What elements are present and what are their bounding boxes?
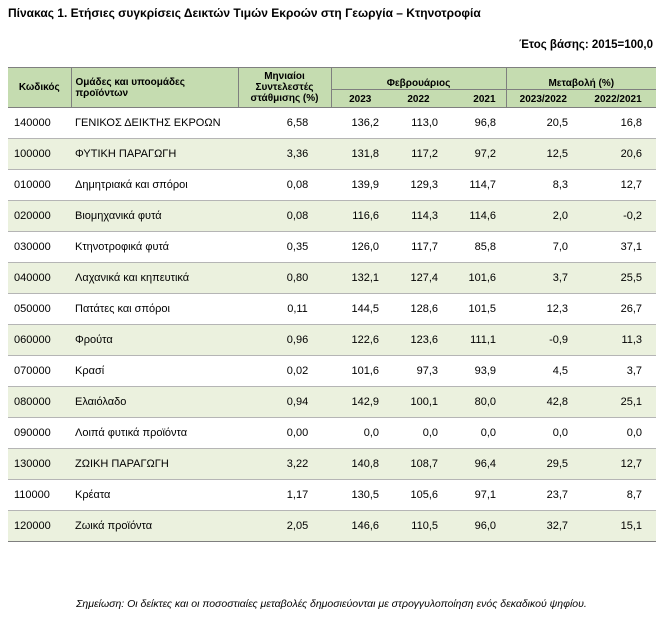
- row-weight: 0,80: [238, 263, 331, 294]
- table-row: [8, 511, 656, 542]
- row-change-2022-2021: 20,6: [580, 139, 656, 170]
- row-code: 110000: [14, 489, 50, 501]
- row-code: 010000: [14, 179, 51, 191]
- row-code: 100000: [8, 139, 71, 170]
- row-code: 050000: [14, 303, 51, 315]
- row-change-2023-2022: -0,9: [506, 325, 580, 356]
- row-change-2023-2022: 32,7: [506, 511, 580, 542]
- table-row: [8, 108, 656, 139]
- row-weight: 0,94: [238, 387, 331, 418]
- row-value-2021: 114,6: [448, 201, 506, 232]
- table-title: Πίνακας 1. Ετήσιες συγκρίσεις Δεικτών Τιμών Εκροών στη Γεωργία – Κτηνοτροφία: [8, 6, 481, 20]
- row-code: 080000: [8, 387, 71, 418]
- table-body: [8, 108, 656, 542]
- row-weight: 0,11: [287, 303, 308, 315]
- row-value-2023: 0,0: [363, 427, 379, 439]
- row-name: Φρούτα: [71, 325, 238, 356]
- row-value-2021: 114,7: [469, 179, 497, 191]
- row-value-2021: 96,0: [448, 511, 506, 542]
- row-weight: 0,00: [286, 427, 309, 439]
- row-change-2023-2022: 42,8: [506, 387, 580, 418]
- table-row: [8, 418, 656, 449]
- table-header: [8, 68, 656, 108]
- row-change-2022-2021: 0,0: [626, 427, 643, 439]
- row-change-2023-2022: 12,5: [506, 139, 580, 170]
- row-weight: 3,22: [238, 449, 331, 480]
- row-change-2022-2021: 26,7: [620, 303, 643, 315]
- row-change-2022-2021: 25,5: [580, 263, 656, 294]
- row-change-2023-2022: 2,0: [506, 201, 580, 232]
- row-code: 020000: [8, 201, 71, 232]
- row-name: Κτηνοτροφικά φυτά: [75, 241, 170, 253]
- row-value-2023: 122,6: [331, 325, 389, 356]
- row-value-2022: 105,6: [410, 489, 438, 501]
- row-change-2023-2022: 3,7: [506, 263, 580, 294]
- row-change-2023-2022: 29,5: [506, 449, 580, 480]
- row-value-2023: 142,9: [331, 387, 389, 418]
- row-value-2023: 140,8: [331, 449, 389, 480]
- row-value-2021: 85,8: [474, 241, 497, 253]
- row-code: 090000: [14, 427, 51, 439]
- row-change-2022-2021: 12,7: [620, 179, 643, 191]
- table-row: [8, 387, 656, 418]
- row-value-2022: 127,4: [389, 263, 448, 294]
- row-code: 060000: [8, 325, 71, 356]
- row-value-2022: 97,3: [416, 365, 438, 377]
- row-value-2023: 136,2: [351, 117, 379, 129]
- table-row: [8, 139, 656, 170]
- row-value-2021: 111,1: [448, 325, 506, 356]
- row-value-2021: 97,2: [448, 139, 506, 170]
- row-weight: 2,05: [238, 511, 331, 542]
- header-change-2022-2021: 2022/2021: [580, 90, 656, 108]
- row-code: 130000: [8, 449, 71, 480]
- row-value-2023: 144,5: [351, 303, 379, 315]
- row-weight: 6,58: [286, 117, 309, 129]
- row-value-2022: 117,7: [411, 241, 438, 253]
- row-name: Λοιπά φυτικά προϊόντα: [75, 427, 188, 439]
- row-code: 070000: [14, 365, 51, 377]
- row-value-2021: 0,0: [480, 427, 497, 439]
- header-change-2023-2022: 2023/2022: [506, 90, 580, 108]
- row-change-2023-2022: 12,3: [546, 303, 569, 315]
- row-name: Λαχανικά και κηπευτικά: [71, 263, 238, 294]
- row-change-2022-2021: 16,8: [620, 117, 643, 129]
- row-weight: 0,08: [286, 179, 309, 191]
- row-change-2023-2022: 7,0: [552, 241, 569, 253]
- row-name: Βιομηχανικά φυτά: [71, 201, 238, 232]
- row-name: Κρασί: [75, 365, 105, 377]
- header-year-2021: 2021: [448, 90, 506, 108]
- row-name: ΦΥΤΙΚΗ ΠΑΡΑΓΩΓΗ: [71, 139, 238, 170]
- row-value-2023: 130,5: [351, 489, 379, 501]
- row-weight: 0,08: [238, 201, 331, 232]
- header-year-2022: 2022: [389, 90, 448, 108]
- row-value-2022: 110,5: [389, 511, 448, 542]
- row-value-2021: 97,1: [474, 489, 497, 501]
- row-change-2023-2022: 8,3: [552, 179, 569, 191]
- row-value-2023: 131,8: [331, 139, 389, 170]
- base-year-label: Έτος βάσης: 2015=100,0: [519, 39, 653, 51]
- row-value-2023: 132,1: [331, 263, 389, 294]
- row-value-2022: 113,0: [411, 117, 438, 129]
- table-row: [8, 480, 656, 511]
- row-value-2021: 101,5: [468, 303, 497, 315]
- row-change-2022-2021: 12,7: [580, 449, 656, 480]
- row-name: Ελαιόλαδο: [71, 387, 238, 418]
- row-change-2023-2022: 23,7: [546, 489, 569, 501]
- row-value-2021: 93,9: [474, 365, 497, 377]
- row-value-2023: 146,6: [331, 511, 389, 542]
- row-change-2022-2021: 3,7: [626, 365, 643, 377]
- table-row: [8, 232, 656, 263]
- row-name: Πατάτες και σπόροι: [75, 303, 170, 315]
- row-weight: 0,35: [286, 241, 309, 253]
- footnote: Σημείωση: Οι δείκτες και οι ποσοστιαίες μεταβολές δημοσιεύονται με στρογγυλοποίηση ενός δεκαδικού ψηφίου.: [76, 598, 587, 610]
- table-row: [8, 170, 656, 201]
- row-value-2023: 116,6: [331, 201, 389, 232]
- table-row: [8, 263, 656, 294]
- row-value-2021: 96,4: [448, 449, 506, 480]
- row-code: 140000: [14, 117, 51, 129]
- header-year-2023: 2023: [331, 90, 389, 108]
- header-group: Ομάδες και υποομάδες προϊόντων: [71, 68, 238, 108]
- table-row: [8, 294, 656, 325]
- row-value-2021: 101,6: [448, 263, 506, 294]
- price-index-table: [8, 67, 656, 542]
- row-value-2022: 114,3: [389, 201, 448, 232]
- table-row: [8, 325, 656, 356]
- row-weight: 1,17: [286, 489, 309, 501]
- row-value-2023: 139,9: [351, 179, 379, 191]
- row-code: 030000: [14, 241, 51, 253]
- row-name: Ζωικά προϊόντα: [71, 511, 238, 542]
- row-change-2022-2021: 8,7: [626, 489, 643, 501]
- row-weight: 3,36: [238, 139, 331, 170]
- row-value-2021: 96,8: [474, 117, 497, 129]
- row-name: ΓΕΝΙΚΟΣ ΔΕΙΚΤΗΣ ΕΚΡΟΩΝ: [75, 117, 221, 129]
- row-change-2022-2021: 11,3: [580, 325, 656, 356]
- row-change-2023-2022: 0,0: [552, 427, 569, 439]
- row-value-2022: 0,0: [422, 427, 438, 439]
- row-value-2022: 100,1: [389, 387, 448, 418]
- header-code: Κωδικός: [8, 68, 71, 108]
- header-weight: Μηνιαίοι Συντελεστές στάθμισης (%): [238, 68, 331, 108]
- header-change: Μεταβολή (%): [506, 68, 656, 90]
- table-row: [8, 449, 656, 480]
- row-change-2022-2021: 15,1: [580, 511, 656, 542]
- row-change-2023-2022: 4,5: [552, 365, 569, 377]
- table-row: [8, 201, 656, 232]
- row-value-2022: 129,3: [410, 179, 438, 191]
- header-month: Φεβρουάριος: [331, 68, 506, 90]
- row-value-2022: 108,7: [389, 449, 448, 480]
- row-name: ΖΩΙΚΗ ΠΑΡΑΓΩΓΗ: [71, 449, 238, 480]
- row-value-2021: 80,0: [448, 387, 506, 418]
- row-change-2022-2021: 25,1: [580, 387, 656, 418]
- table-row: [8, 356, 656, 387]
- row-weight: 0,96: [238, 325, 331, 356]
- row-value-2022: 128,6: [410, 303, 438, 315]
- row-change-2022-2021: 37,1: [620, 241, 643, 253]
- row-name: Δημητριακά και σπόροι: [75, 179, 188, 191]
- row-weight: 0,02: [286, 365, 309, 377]
- row-code: 120000: [8, 511, 71, 542]
- row-value-2023: 101,6: [351, 365, 379, 377]
- row-value-2022: 123,6: [389, 325, 448, 356]
- row-name: Κρέατα: [75, 489, 111, 501]
- row-change-2022-2021: -0,2: [580, 201, 656, 232]
- row-value-2023: 126,0: [351, 241, 379, 253]
- row-code: 040000: [8, 263, 71, 294]
- row-change-2023-2022: 20,5: [546, 117, 569, 129]
- row-value-2022: 117,2: [389, 139, 448, 170]
